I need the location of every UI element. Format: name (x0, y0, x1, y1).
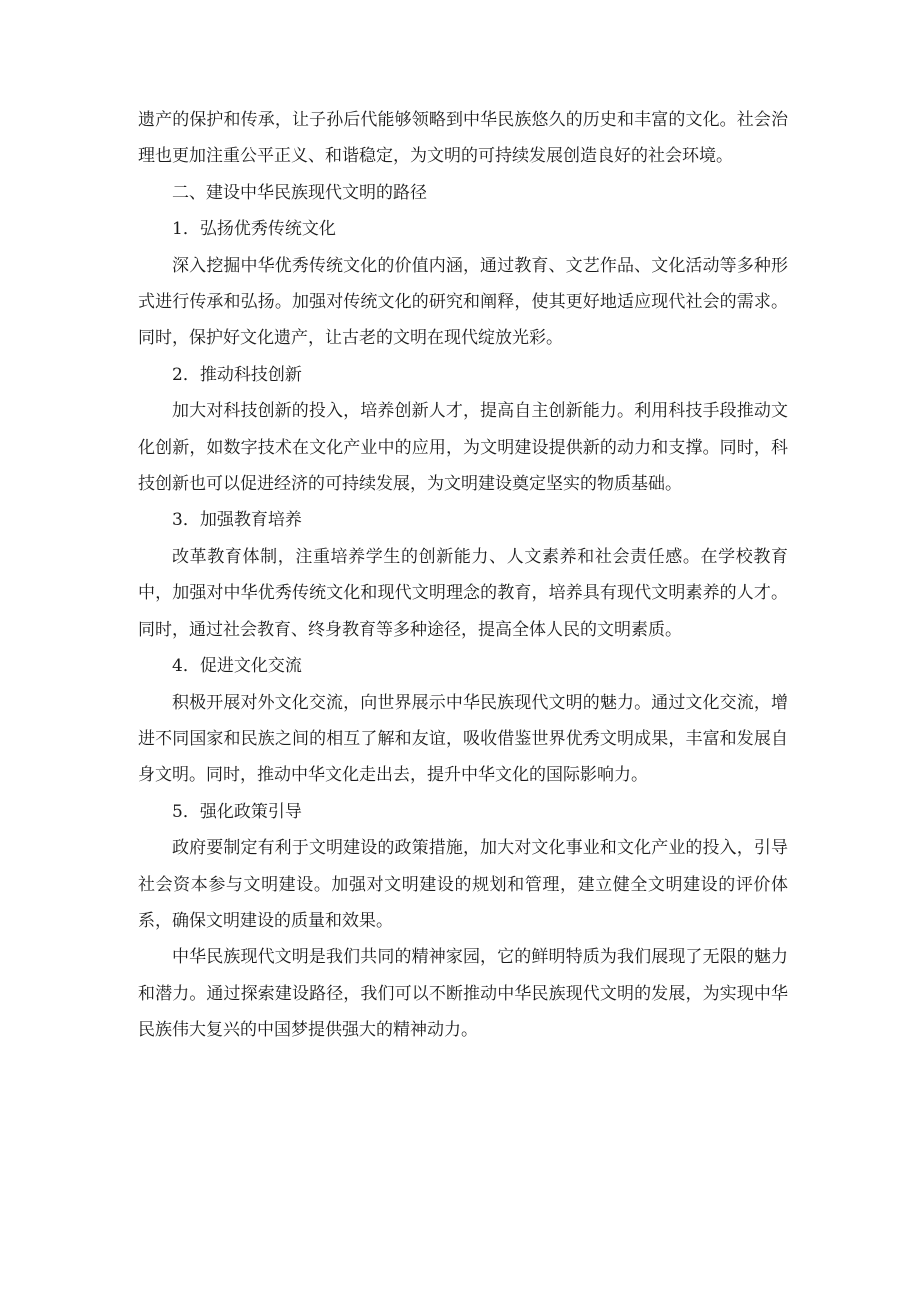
conclusion-paragraph: 中华民族现代文明是我们共同的精神家园，它的鲜明特质为我们展现了无限的魅力和潜力。通过探索建设路径，我们可以不断推动中华民族现代文明的发展，为实现中华民族伟大复兴的中国梦提供强大的精神动力。 (138, 947, 788, 1041)
item-body-4: 积极开展对外文化交流，向世界展示中华民族现代文明的魅力。通过文化交流，增进不同国家和民族之间的相互了解和友谊，吸收借鉴世界优秀文明成果，丰富和发展自身文明。同时，推动中华文化走出去，提升中华文化的国际影响力。 (138, 692, 788, 786)
document-page (138, 102, 788, 1049)
item-body-5: 政府要制定有利于文明建设的政策措施，加大对文化事业和文化产业的投入，引导社会资本参与文明建设。加强对文明建设的规划和管理，建立健全文明建设的评价体系，确保文明建设的质量和效果。 (138, 838, 788, 931)
continued-paragraph: 遗产的保护和传承，让子孙后代能够领略到中华民族悠久的历史和丰富的文化。社会治理也更加注重公平正义、和谐稳定，为文明的可持续发展创造良好的社会环境。 (138, 110, 788, 167)
item-heading-3: 3．加强教育培养 (172, 510, 302, 531)
section-heading: 二、建设中华民族现代文明的路径 (172, 182, 427, 203)
item-body-1: 深入挖掘中华优秀传统文化的价值内涵，通过教育、文艺作品、文化活动等多种形式进行传承和弘扬。加强对传统文化的研究和阐释，使其更好地适应现代社会的需求。同时，保护好文化遗产，让古老的文明在现代绽放光彩。 (138, 255, 788, 349)
item-body-3: 改革教育体制，注重培养学生的创新能力、人文素养和社会责任感。在学校教育中，加强对中华优秀传统文化和现代文明理念的教育，培养具有现代文明素养的人才。同时，通过社会教育、终身教育等多种途径，提高全体人民的文明素质。 (138, 546, 788, 640)
item-heading-4: 4．促进文化交流 (172, 656, 302, 677)
item-body-2: 加大对科技创新的投入，培养创新人才，提高自主创新能力。利用科技手段推动文化创新，如数字技术在文化产业中的应用，为文明建设提供新的动力和支撑。同时，科技创新也可以促进经济的可持续发展，为文明建设奠定坚实的物质基础。 (138, 401, 788, 495)
item-heading-5: 5．强化政策引导 (172, 801, 302, 822)
item-heading-1: 1．弘扬优秀传统文化 (172, 219, 336, 240)
item-heading-2: 2．推动科技创新 (172, 364, 302, 385)
